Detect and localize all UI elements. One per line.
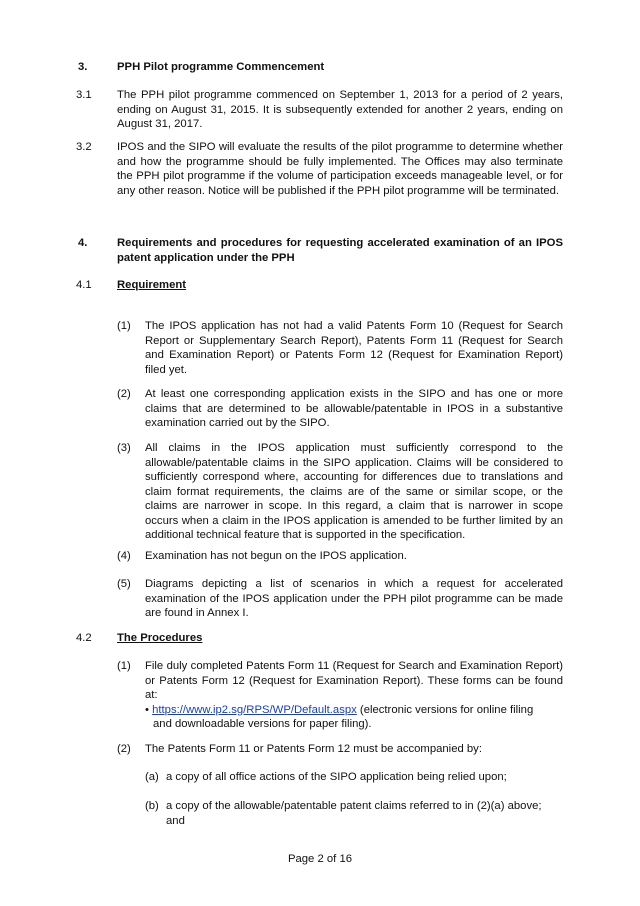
procedure-item-number: (1)	[117, 660, 131, 672]
procedure-item-number: (2)	[117, 743, 131, 755]
para-3-1-number: 3.1	[76, 89, 92, 101]
requirement-item-text: Diagrams depicting a list of scenarios in which a request for accelerated examination of the IPOS application under the PPH pilot programme can be made are found in Annex I.	[145, 578, 563, 619]
requirement-item-text: All claims in the IPOS application must sufficiently correspond to the allowable/patentable claims in the SIPO application. Claims will be considered to sufficiently correspond where, accounting for differences due to translations and claim format requirements, the claims are of the same or similar scope, or the claims are narrower in scope. In this regard, a claim that is narrower in scope occurs when a claim in the IPOS application is amended to be further limited by an additional technical feature that is supported in the specification.	[145, 442, 563, 541]
requirement-item-text: Examination has not begun on the IPOS application.	[145, 550, 407, 562]
sub-item-continuation: and	[166, 814, 185, 827]
forms-link-note-continued: and downloadable versions for paper filing).	[153, 718, 372, 730]
section-3-heading: PPH Pilot programme Commencement	[117, 61, 325, 73]
requirement-item-text: The IPOS application has not had a valid Patents Form 10 (Request for Search Report or Supplementary Search Report), Patents Form 11 (Request for Search and Examination Report) or Patents Form 12 (Request for Examination Report) filed yet.	[145, 320, 563, 376]
subsection-4-2-number: 4.2	[76, 632, 92, 644]
procedure-sub-item	[145, 770, 563, 785]
requirement-item-number: (1)	[117, 320, 131, 332]
sub-item-label: (b)	[145, 800, 159, 812]
requirement-item-number: (2)	[117, 388, 131, 400]
sub-item-text: a copy of all office actions of the SIPO application being relied upon;	[166, 771, 507, 783]
procedure-sub-item	[145, 799, 563, 828]
procedure-item-block	[145, 659, 563, 732]
section-4-number: 4.	[78, 237, 88, 249]
section-3-number: 3.	[78, 61, 88, 73]
forms-link-note: (electronic versions for online filing	[356, 703, 534, 716]
sub-item-text: a copy of the allowable/patentable patent claims referred to in (2)(a) above;	[166, 800, 542, 812]
requirement-item-number: (3)	[117, 442, 131, 454]
forms-link-line	[145, 703, 563, 718]
subsection-4-2-heading: The Procedures	[117, 632, 203, 644]
requirement-item-text: At least one corresponding application exists in the SIPO and has one or more claims that are determined to be allowable/patentable in IPOS in a substantive examination carried out by the SIPO.	[145, 388, 563, 429]
para-3-2-text: IPOS and the SIPO will evaluate the results of the pilot programme to determine whether and how the programme should be fully implemented. The Offices may also terminate the PPH pilot programme if the volume of participation exceeds manageable level, or for any other reason. Notice will be published if the PPH pilot programme will be terminated.	[117, 141, 563, 197]
requirement-item-number: (4)	[117, 550, 131, 562]
procedure-item-text: The Patents Form 11 or Patents Form 12 must be accompanied by:	[145, 743, 482, 755]
page-number: Page 2 of 16	[287, 853, 353, 865]
bullet-icon: •	[145, 703, 149, 716]
subsection-4-1-heading: Requirement	[117, 279, 187, 291]
forms-link[interactable]: https://www.ip2.sg/RPS/WP/Default.aspx	[152, 703, 357, 716]
subsection-4-1-number: 4.1	[76, 279, 92, 291]
sub-item-label: (a)	[145, 771, 159, 783]
para-3-1-text: The PPH pilot programme commenced on September 1, 2013 for a period of 2 years, ending on August 31, 2015. It is subsequently extended for another 2 years, ending on August 31, 2017.	[117, 89, 563, 130]
section-4-heading: Requirements and procedures for requesting accelerated examination of an IPOS patent application under the PPH	[117, 237, 563, 264]
procedure-item-text: File duly completed Patents Form 11 (Request for Search and Examination Report) or Patents Form 12 (Request for Examination Report). These forms can be found at:	[145, 660, 563, 701]
requirement-item-number: (5)	[117, 578, 131, 590]
para-3-2-number: 3.2	[76, 141, 92, 153]
